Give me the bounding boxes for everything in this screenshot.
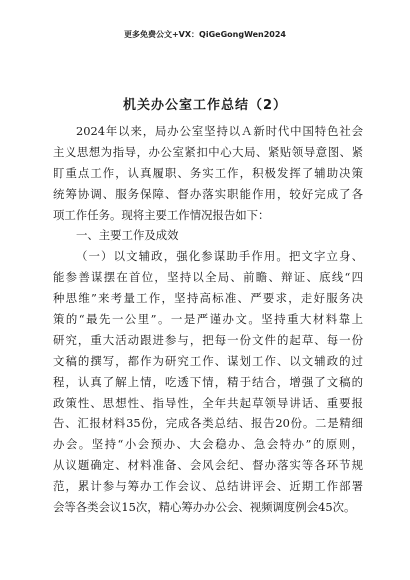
body-line: 程，认真了解上情，吃透下情，精于结合，增强了文稿的 [53,374,363,389]
body-line: 项工作任务。现将主要工作情况报告如下： [53,207,270,222]
body-line: 盯重点工作，认真履职、务实工作，积极发挥了辅助决策 [53,165,363,180]
body-line: 2024年以来，局办公室坚持以Ａ新时代中国特色社会 [76,124,363,138]
body-line: （一）以文辅政，强化参谋助手作用。把文字立身、 [76,249,363,264]
document-title: 机关办公室工作总结（2） [122,98,288,113]
body-line: 告、汇报材料35份，完成各类总结、报告20份。二是精细 [53,416,363,431]
body-line: 主义思想为指导，办公室紧扣中心大局、紧贴领导意图、紧 [53,144,363,159]
body-line: 从议题确定、材料准备、会风会纪、督办落实等各环节规 [53,458,363,473]
body-line: 办会。坚持“小会预办、大会稳办、急会特办”的原则， [53,437,363,452]
body-line: 会等各类会议15次，精心筹办办公会、视频调度例会45次。 [53,500,356,515]
body-line: 研究，重大活动跟进参与，把每一份文件的起草、每一份 [53,332,363,347]
body-line: 策的“最先一公里”。一是严谨办文。坚持重大材料靠上 [53,312,363,327]
body-line: 文稿的撰写，都作为研究工作、谋划工作、以文辅政的过 [53,353,363,368]
header-note: 更多免费公文+VX：QiGeGongWen2024 [123,30,286,39]
body-line: 能参善谋摆在首位，坚持以全局、前瞻、辩证、底线“四 [53,270,363,285]
body-line: 政策性、思想性、指导性，全年共起草领导讲话、重要报 [53,395,363,410]
body-line: 一、主要工作及成效 [76,228,179,243]
body-line: 种思维”来考量工作，坚持高标准、严要求，走好服务决 [53,291,363,306]
body-line: 范，累计参与筹办工作会议、总结讲评会、近期工作部署 [53,479,363,494]
document-body [53,121,363,518]
body-line: 统筹协调、服务保障、督办落实职能作用，较好完成了各 [53,186,363,201]
